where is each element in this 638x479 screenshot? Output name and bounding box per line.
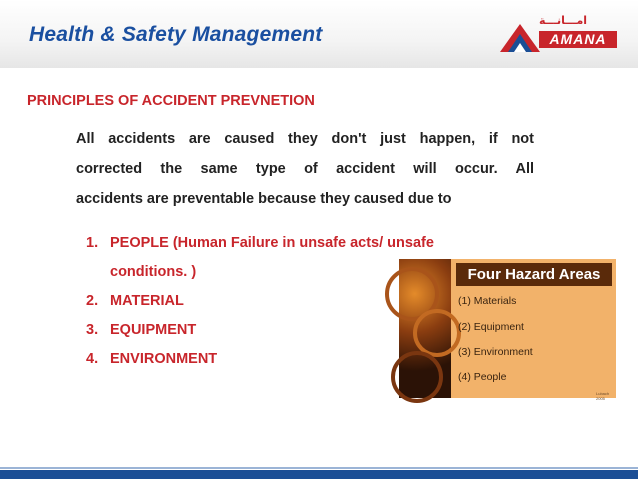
list-text: EQUIPMENT — [110, 322, 197, 338]
list-text: ENVIRONMENT — [110, 351, 218, 367]
list-number: 2. — [86, 293, 99, 309]
intro-line: All accidents are caused they don't just happen, if not — [76, 131, 534, 147]
logo-wordmark: AMANA — [539, 31, 617, 48]
hazard-item: (1) Materials — [458, 295, 517, 307]
footer-divider — [0, 467, 638, 469]
slide-title: Health & Safety Management — [29, 23, 323, 46]
list-text: MATERIAL — [110, 293, 184, 309]
image-credit: Lubach 2005 — [596, 391, 610, 401]
list-text: PEOPLE (Human Failure in unsafe acts/ unsafe conditions. ) — [110, 235, 434, 280]
intro-line: corrected the same type of accident will occur. All — [76, 161, 534, 177]
section-heading: PRINCIPLES OF ACCIDENT PREVNETION — [27, 93, 315, 109]
hazard-box-title: Four Hazard Areas — [456, 263, 612, 286]
hazard-areas-image — [399, 259, 616, 401]
list-number: 1. — [86, 235, 99, 251]
logo-arabic-text: امـــانـــة — [539, 14, 588, 27]
footer-bar — [0, 470, 638, 479]
industrial-photo — [399, 259, 451, 398]
intro-line: accidents are preventable because they caused due to — [76, 191, 452, 207]
list-number: 4. — [86, 351, 99, 367]
hazard-item: (2) Equipment — [458, 321, 524, 333]
hazard-item: (4) People — [458, 371, 507, 383]
intro-paragraph — [76, 124, 534, 214]
list-number: 3. — [86, 322, 99, 338]
hazard-item: (3) Environment — [458, 346, 533, 358]
